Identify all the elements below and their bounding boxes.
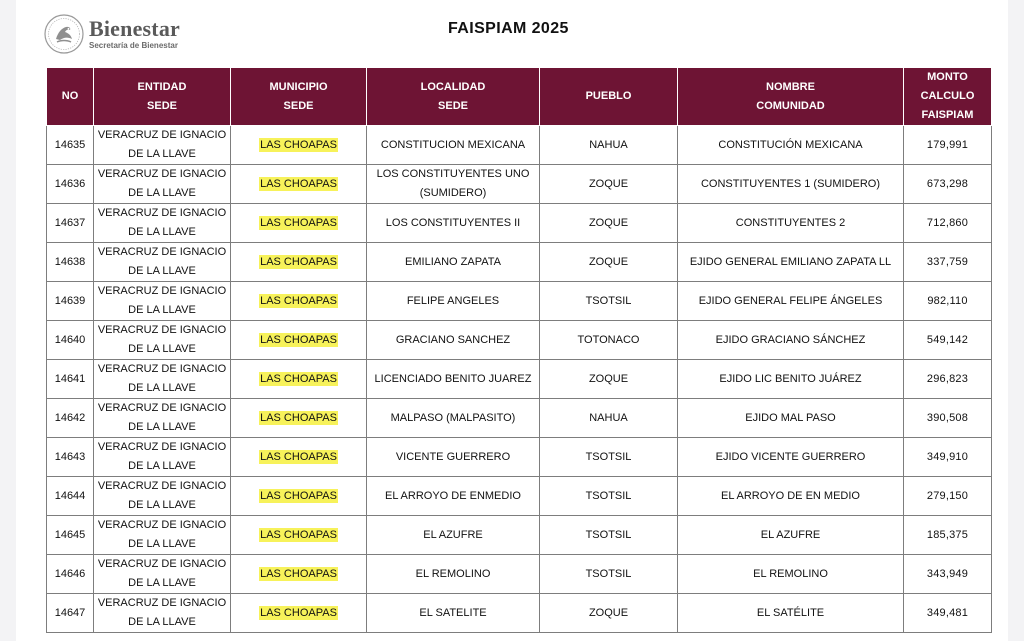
cell-pueblo: NAHUA <box>540 126 678 165</box>
cell-monto: 982,110 <box>904 282 992 321</box>
highlighted-municipio: LAS CHOAPAS <box>260 606 337 619</box>
cell-no: 14640 <box>47 321 94 360</box>
table-row <box>47 438 992 477</box>
cell-municipio <box>231 594 367 633</box>
cell-pueblo: TSOTSIL <box>540 282 678 321</box>
cell-municipio <box>231 516 367 555</box>
column-header-entidad: ENTIDAD SEDE <box>94 68 231 126</box>
cell-comunidad: EL REMOLINO <box>678 555 904 594</box>
highlighted-municipio: LAS CHOAPAS <box>260 528 337 541</box>
column-header-monto: MONTO CALCULO FAISPIAM <box>904 68 992 126</box>
highlighted-municipio: LAS CHOAPAS <box>260 255 337 268</box>
cell-entidad: VERACRUZ DE IGNACIO DE LA LLAVE <box>94 204 231 243</box>
cell-entidad: VERACRUZ DE IGNACIO DE LA LLAVE <box>94 282 231 321</box>
cell-localidad: FELIPE ANGELES <box>367 282 540 321</box>
cell-pueblo: ZOQUE <box>540 360 678 399</box>
cell-localidad: GRACIANO SANCHEZ <box>367 321 540 360</box>
cell-no: 14643 <box>47 438 94 477</box>
cell-comunidad: EJIDO VICENTE GUERRERO <box>678 438 904 477</box>
cell-pueblo: ZOQUE <box>540 165 678 204</box>
cell-monto: 337,759 <box>904 243 992 282</box>
cell-monto: 296,823 <box>904 360 992 399</box>
highlighted-municipio: LAS CHOAPAS <box>260 372 337 385</box>
cell-entidad: VERACRUZ DE IGNACIO DE LA LLAVE <box>94 438 231 477</box>
cell-entidad: VERACRUZ DE IGNACIO DE LA LLAVE <box>94 243 231 282</box>
cell-municipio <box>231 399 367 438</box>
cell-localidad: MALPASO (MALPASITO) <box>367 399 540 438</box>
document-page <box>16 0 1008 641</box>
cell-no: 14646 <box>47 555 94 594</box>
column-header-comunidad: NOMBRE COMUNIDAD <box>678 68 904 126</box>
cell-no: 14644 <box>47 477 94 516</box>
logo-subtitle: Secretaría de Bienestar <box>89 41 178 50</box>
page-title: FAISPIAM 2025 <box>448 20 569 37</box>
cell-municipio <box>231 360 367 399</box>
cell-localidad: EL REMOLINO <box>367 555 540 594</box>
cell-no: 14637 <box>47 204 94 243</box>
cell-monto: 343,949 <box>904 555 992 594</box>
cell-comunidad: EL ARROYO DE EN MEDIO <box>678 477 904 516</box>
cell-municipio <box>231 438 367 477</box>
highlighted-municipio: LAS CHOAPAS <box>260 177 337 190</box>
cell-entidad: VERACRUZ DE IGNACIO DE LA LLAVE <box>94 321 231 360</box>
cell-localidad: VICENTE GUERRERO <box>367 438 540 477</box>
cell-entidad: VERACRUZ DE IGNACIO DE LA LLAVE <box>94 165 231 204</box>
cell-localidad: CONSTITUCION MEXICANA <box>367 126 540 165</box>
cell-comunidad: EJIDO GRACIANO SÁNCHEZ <box>678 321 904 360</box>
cell-pueblo: TSOTSIL <box>540 516 678 555</box>
cell-comunidad: EJIDO GENERAL FELIPE ÁNGELES <box>678 282 904 321</box>
cell-municipio <box>231 555 367 594</box>
table-row <box>47 360 992 399</box>
cell-monto: 349,910 <box>904 438 992 477</box>
highlighted-municipio: LAS CHOAPAS <box>260 450 337 463</box>
table-body <box>47 126 992 633</box>
highlighted-municipio: LAS CHOAPAS <box>260 138 337 151</box>
logo-name: Bienestar <box>89 16 181 41</box>
cell-comunidad: EL SATÉLITE <box>678 594 904 633</box>
cell-municipio <box>231 321 367 360</box>
column-header-no: NO <box>47 68 94 126</box>
cell-entidad: VERACRUZ DE IGNACIO DE LA LLAVE <box>94 399 231 438</box>
cell-comunidad: EJIDO GENERAL EMILIANO ZAPATA LL <box>678 243 904 282</box>
cell-municipio <box>231 204 367 243</box>
cell-pueblo: ZOQUE <box>540 204 678 243</box>
highlighted-municipio: LAS CHOAPAS <box>260 411 337 424</box>
cell-entidad: VERACRUZ DE IGNACIO DE LA LLAVE <box>94 360 231 399</box>
cell-entidad: VERACRUZ DE IGNACIO DE LA LLAVE <box>94 126 231 165</box>
cell-no: 14636 <box>47 165 94 204</box>
cell-monto: 179,991 <box>904 126 992 165</box>
faispiam-table <box>46 67 992 633</box>
table-row <box>47 204 992 243</box>
cell-municipio <box>231 165 367 204</box>
cell-monto: 549,142 <box>904 321 992 360</box>
cell-no: 14639 <box>47 282 94 321</box>
cell-pueblo: ZOQUE <box>540 243 678 282</box>
cell-no: 14642 <box>47 399 94 438</box>
highlighted-municipio: LAS CHOAPAS <box>260 489 337 502</box>
column-header-pueblo: PUEBLO <box>540 68 678 126</box>
cell-entidad: VERACRUZ DE IGNACIO DE LA LLAVE <box>94 477 231 516</box>
cell-monto: 390,508 <box>904 399 992 438</box>
table-row <box>47 165 992 204</box>
cell-localidad: LICENCIADO BENITO JUAREZ <box>367 360 540 399</box>
cell-pueblo: TSOTSIL <box>540 555 678 594</box>
cell-comunidad: CONSTITUYENTES 2 <box>678 204 904 243</box>
highlighted-municipio: LAS CHOAPAS <box>260 216 337 229</box>
table-row <box>47 126 992 165</box>
cell-no: 14638 <box>47 243 94 282</box>
national-seal-icon <box>44 14 84 54</box>
table-row <box>47 321 992 360</box>
cell-localidad: LOS CONSTITUYENTES UNO (SUMIDERO) <box>367 165 540 204</box>
cell-entidad: VERACRUZ DE IGNACIO DE LA LLAVE <box>94 594 231 633</box>
cell-localidad: EL AZUFRE <box>367 516 540 555</box>
cell-localidad: EL SATELITE <box>367 594 540 633</box>
table-header-row <box>47 68 992 126</box>
cell-no: 14635 <box>47 126 94 165</box>
cell-municipio <box>231 126 367 165</box>
cell-pueblo: TSOTSIL <box>540 477 678 516</box>
cell-comunidad: EL AZUFRE <box>678 516 904 555</box>
cell-pueblo: TSOTSIL <box>540 438 678 477</box>
cell-entidad: VERACRUZ DE IGNACIO DE LA LLAVE <box>94 555 231 594</box>
column-header-localidad: LOCALIDAD SEDE <box>367 68 540 126</box>
cell-monto: 185,375 <box>904 516 992 555</box>
cell-pueblo: NAHUA <box>540 399 678 438</box>
cell-pueblo: ZOQUE <box>540 594 678 633</box>
cell-monto: 673,298 <box>904 165 992 204</box>
cell-entidad: VERACRUZ DE IGNACIO DE LA LLAVE <box>94 516 231 555</box>
cell-comunidad: EJIDO LIC BENITO JUÁREZ <box>678 360 904 399</box>
cell-comunidad: EJIDO MAL PASO <box>678 399 904 438</box>
cell-monto: 712,860 <box>904 204 992 243</box>
table-row <box>47 477 992 516</box>
highlighted-municipio: LAS CHOAPAS <box>260 567 337 580</box>
cell-municipio <box>231 282 367 321</box>
cell-localidad: EMILIANO ZAPATA <box>367 243 540 282</box>
cell-pueblo: TOTONACO <box>540 321 678 360</box>
cell-localidad: LOS CONSTITUYENTES II <box>367 204 540 243</box>
cell-no: 14645 <box>47 516 94 555</box>
cell-municipio <box>231 477 367 516</box>
cell-no: 14641 <box>47 360 94 399</box>
cell-localidad: EL ARROYO DE ENMEDIO <box>367 477 540 516</box>
table-row <box>47 399 992 438</box>
table-row <box>47 594 992 633</box>
cell-no: 14647 <box>47 594 94 633</box>
table-row <box>47 282 992 321</box>
cell-monto: 279,150 <box>904 477 992 516</box>
cell-municipio <box>231 243 367 282</box>
cell-monto: 349,481 <box>904 594 992 633</box>
highlighted-municipio: LAS CHOAPAS <box>260 333 337 346</box>
table-row <box>47 243 992 282</box>
table-row <box>47 516 992 555</box>
bienestar-logo <box>44 12 214 56</box>
cell-comunidad: CONSTITUCIÓN MEXICANA <box>678 126 904 165</box>
table-row <box>47 555 992 594</box>
highlighted-municipio: LAS CHOAPAS <box>260 294 337 307</box>
cell-comunidad: CONSTITUYENTES 1 (SUMIDERO) <box>678 165 904 204</box>
column-header-municipio: MUNICIPIO SEDE <box>231 68 367 126</box>
